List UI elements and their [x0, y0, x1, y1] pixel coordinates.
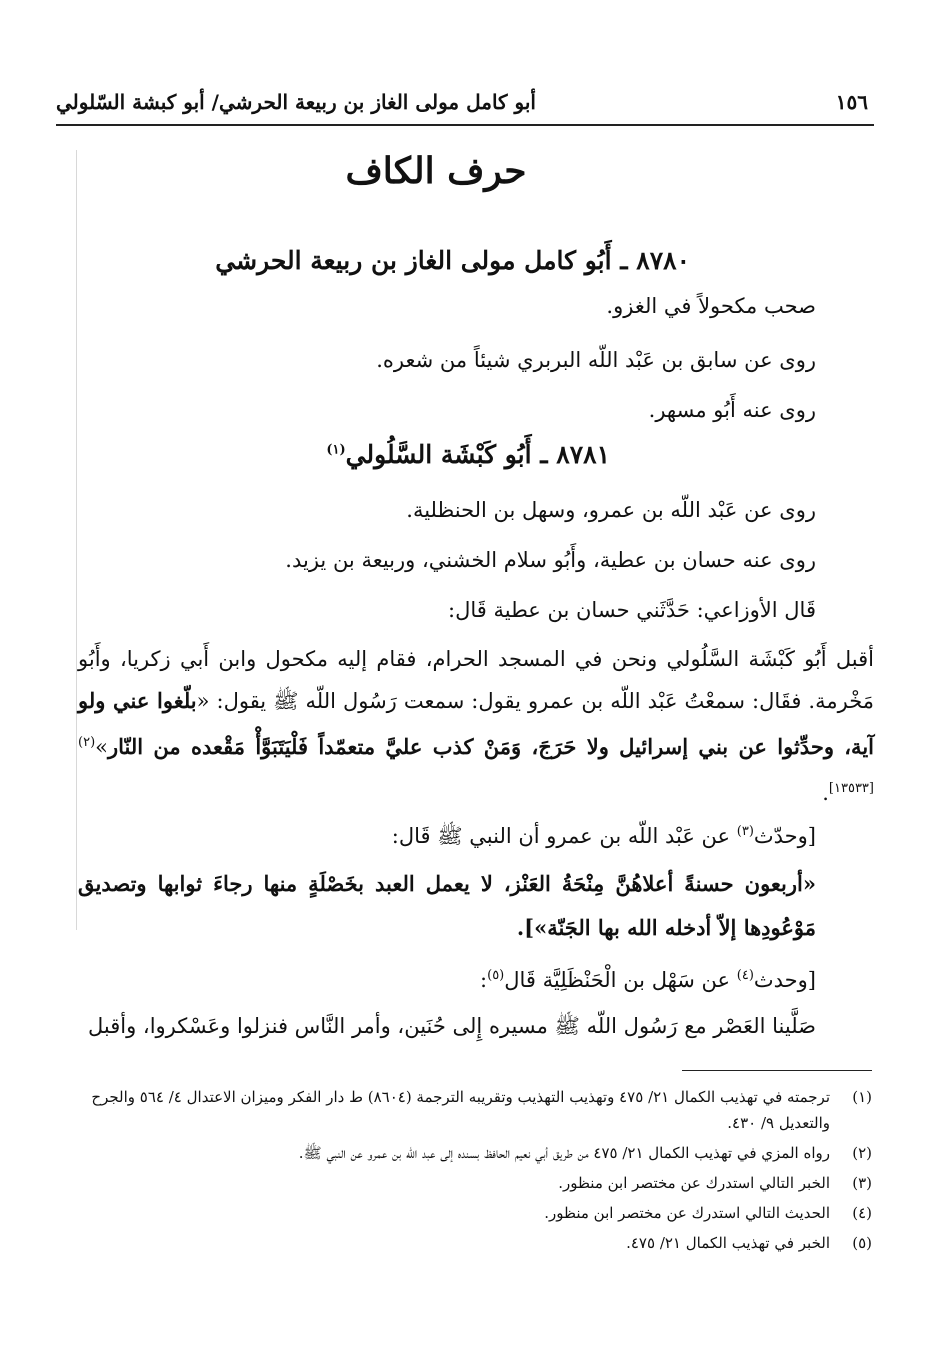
- entry-heading-8781: [230, 440, 610, 469]
- entry-8781-para-3: قَال الأوزاعي: حَدَّثَني حسان بن عطية قَال:: [448, 598, 816, 622]
- page-number: ١٥٦: [835, 90, 868, 114]
- margin-line: [76, 150, 77, 930]
- header-rule: [56, 124, 874, 126]
- footnote-number: (٢): [852, 1144, 872, 1162]
- footnote-5: [66, 1230, 872, 1256]
- footnote-3: [66, 1170, 872, 1196]
- footnote-ref-4: (٤): [736, 968, 754, 983]
- entry-8780-para-1: صحب مكحولاً في الغزو.: [606, 294, 816, 318]
- narration-text: أقبل أَبُو كَبْشَة السَّلُولي ونحن في المسجد الحرام، فقام إليه مكحول وابن أَبي زكريا، وأَبُو مَخْرمة. فقَال: سمعْتُ عَبْد اللّه بن عمرو يقول: سمعت رَسُول اللّه ﷺ يقول: «: [78, 647, 874, 713]
- footnote-2: [66, 1140, 872, 1166]
- hadith3-line: صَلَّينا العَصْر مع رَسُول اللّه ﷺ مسيره إِلى حُنَين، وأمر النَّاس فنزلوا وعَسْكروا، وأقبل: [88, 1014, 816, 1038]
- entry-8781-para-2: روى عنه حسان بن عطية، وأَبُو سلام الخشني، وربيعة بن يزيد.: [285, 548, 816, 572]
- entry-8781-para-1: روى عن عَبْد اللّه بن عمرو، وسهل بن الحنظلية.: [406, 498, 816, 522]
- entry-8780-para-2: روى عن سابق بن عَبْد اللّه البربري شيئاً من شعره.: [376, 348, 816, 372]
- running-title: أبو كامل مولى الغاز بن ربيعة الحرشي/ أبو كبشة السّلولي: [56, 90, 536, 114]
- footnote-text: الخبر التالي استدرك عن مختصر ابن منظور.: [558, 1174, 830, 1192]
- entry-heading-8780: ٨٧٨٠ ـ أَبُو كامل مولى الغاز بن ربيعة الحرشي: [215, 246, 690, 275]
- footnote-ref-2: (٢): [78, 735, 96, 750]
- hadith3-intro-b: عن سَهْل بن الْحَنْظَلِيَّة قَال: [504, 968, 737, 992]
- footnote-text: ترجمته في تهذيب الكمال ٢١/ ٤٧٥ وتهذيب التهذيب وتقريبه الترجمة (٨٦٠٤) ط دار الفكر وميزان الاعتدال ٤/ ٥٦٤ والجرح والتعديل ٩/ ٤٣٠.: [91, 1088, 830, 1132]
- section-title: حرف الكاف: [345, 150, 527, 192]
- hadith-quote-2: «أربعون حسنةً أعلاهُنَّ مِنْحَةُ العَنْز، لا يعمل العبد بخَصْلَةٍ منها رجاءَ ثوابها وتصديق مَوْعُودِها إلاّ أدخله الله بها الجَنّة»: [78, 871, 816, 940]
- footnotes: [66, 1084, 872, 1260]
- entry-heading-8781-text: ٨٧٨١ ـ أَبُو كَبْشَة السَّلُولي: [345, 440, 610, 469]
- hadith2-text: [78, 862, 816, 950]
- narration-paragraph: [78, 638, 874, 814]
- entry-8780-para-3: روى عنه أَبُو مسهر.: [648, 398, 816, 422]
- footnote-ref-3: (٣): [736, 824, 754, 839]
- hadith3-intro-a: [وحدث: [753, 968, 816, 992]
- narration-end: .: [822, 781, 829, 805]
- reference-number: [١٣٥٣٣]: [828, 781, 874, 796]
- hadith3-intro: [200, 956, 816, 1000]
- footnote-number: (٤): [852, 1204, 872, 1222]
- hadith2-intro: [200, 812, 816, 856]
- footnote-ref-5: (٥): [487, 968, 505, 983]
- page-header: [56, 84, 868, 120]
- footnote-rule: [682, 1070, 872, 1071]
- footnote-number: (١): [852, 1088, 872, 1106]
- hadith3-intro-c: :: [480, 968, 488, 992]
- footnote-4: [66, 1200, 872, 1226]
- footnote-text: الحديث التالي استدرك عن مختصر ابن منظور.: [544, 1204, 830, 1222]
- footnote-ref-1: (١): [326, 442, 346, 458]
- footnote-1: [66, 1084, 872, 1136]
- hadith-quote-1: بلّغوا عني ولو آية، وحدِّثوا عن بني إسرائيل ولا حَرَجَ، وَمَنْ كذب عليَّ متعمّداً فَلْيَتَبَوَّأْ مَقْعده من النّار: [78, 688, 874, 759]
- footnote-text: الخبر في تهذيب الكمال ٢١/ ٤٧٥.: [626, 1234, 830, 1252]
- hadith2-end: ].: [516, 915, 535, 940]
- footnote-number: (٥): [852, 1234, 872, 1252]
- hadith2-intro-b: عن عَبْد اللّه بن عمرو أن النبي ﷺ قَال:: [391, 824, 737, 848]
- hadith2-intro-a: [وحدّث: [753, 824, 816, 848]
- footnote-text: رواه المزي في تهذيب الكمال ٢١/ ٤٧٥ من طريق أبي نعيم الحافظ بسنده إلى عبد الله بن عمرو عن النبي ﷺ.: [298, 1144, 830, 1162]
- footnote-number: (٣): [852, 1174, 872, 1192]
- quote-close: »: [95, 735, 108, 759]
